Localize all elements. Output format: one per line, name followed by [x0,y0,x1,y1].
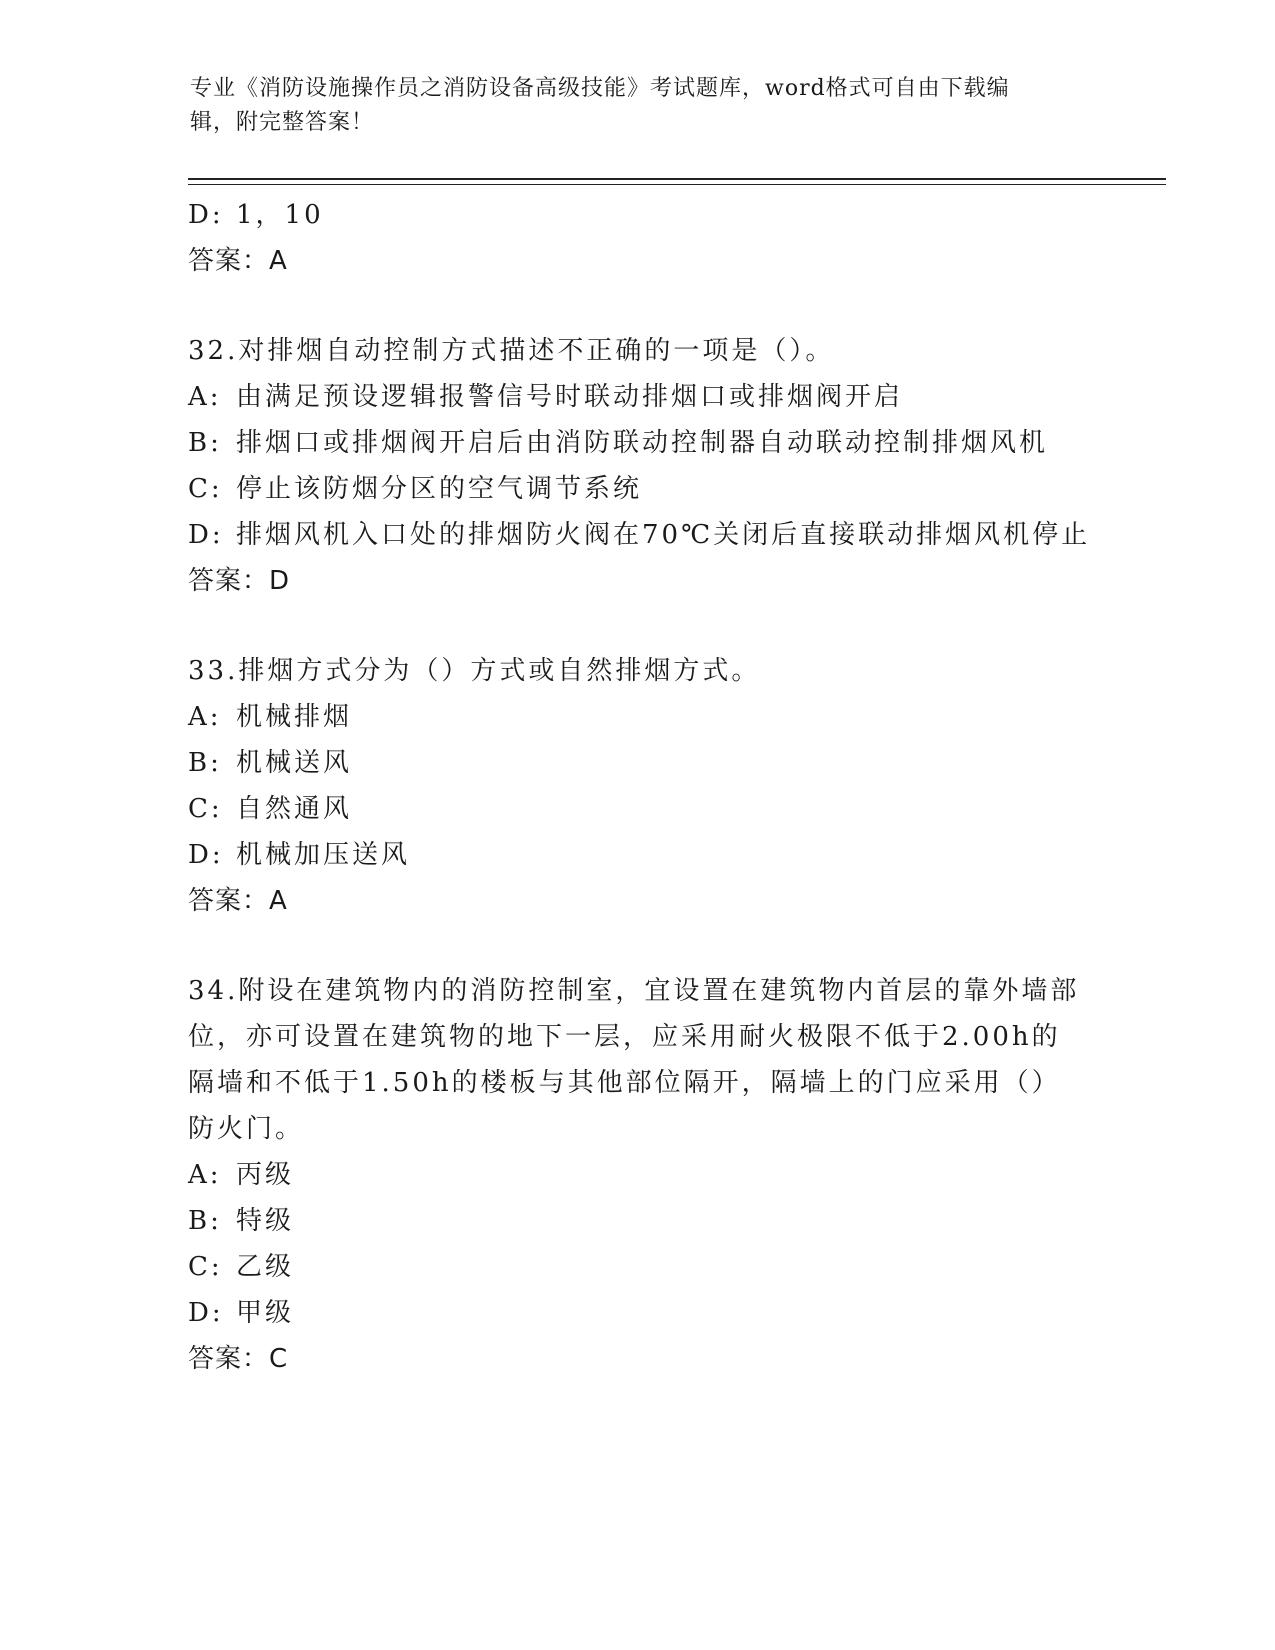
option-text: 机械排烟 [236,702,353,732]
option-prefix: C: [188,794,223,824]
answer-line: 答案：A [188,246,288,276]
option-b [188,1198,1088,1244]
question-stem: 33.排烟方式分为（）方式或自然排烟方式。 [188,656,761,686]
option-prefix: B: [188,428,222,458]
question-stem-line: 34.附设在建筑物内的消防控制室，宜设置在建筑物内首层的靠外墙部 [188,976,1080,1006]
question-stem-line: 隔墙和不低于1.50h的楼板与其他部位隔开，隔墙上的门应采用（） [188,1068,1061,1098]
option-text: 机械送风 [236,748,353,778]
question-stem-line: 位，亦可设置在建筑物的地下一层，应采用耐火极限不低于2.00h的 [188,1022,1061,1052]
option-text: 机械加压送风 [236,840,411,870]
option-prefix: C: [188,474,223,504]
option-prefix: D: [188,1298,224,1328]
option-prefix: D: [188,200,224,230]
option-text: 乙级 [236,1252,295,1282]
option-text: 排烟口或排烟阀开启后由消防联动控制器自动联动控制排烟风机 [236,428,1049,458]
option-text: 甲级 [236,1298,295,1328]
option-prefix: D: [188,520,224,550]
answer-line: 答案：C [188,1344,289,1374]
option-a [188,694,1088,740]
option-text: 自然通风 [236,794,353,824]
option-a [188,374,1088,420]
option-text: 1，10 [236,200,324,230]
option-c [188,786,1088,832]
header-divider-top [188,178,1166,180]
option-c [188,466,1088,512]
header-divider-bottom [188,184,1166,185]
option-d [188,512,1091,558]
option-d [188,1290,1088,1336]
option-prefix: A: [188,1160,222,1190]
option-b [188,420,1088,466]
header-line-1: 专业《消防设施操作员之消防设备高级技能》考试题库，word格式可自由下载编 [190,76,1010,101]
option-text: 丙级 [236,1160,295,1190]
option-d [188,832,1088,878]
answer-line: 答案：A [188,886,288,916]
option-d [188,192,1088,238]
answer-line: 答案：D [188,566,291,596]
option-prefix: B: [188,1206,222,1236]
option-prefix: A: [188,382,222,412]
option-text: 排烟风机入口处的排烟防火阀在70℃关闭后直接联动排烟风机停止 [236,520,1091,550]
option-c [188,1244,1088,1290]
question-stem [188,968,1088,1152]
header-line-2: 辑，附完整答案！ [190,110,375,135]
question-stem-line: 防火门。 [188,1114,305,1144]
option-prefix: B: [188,748,222,778]
option-prefix: A: [188,702,222,732]
question-stem: 32.对排烟自动控制方式描述不正确的一项是（）。 [188,336,835,366]
option-b [188,740,1088,786]
option-text: 停止该防烟分区的空气调节系统 [236,474,643,504]
option-prefix: D: [188,840,224,870]
option-a [188,1152,1088,1198]
option-text: 特级 [236,1206,295,1236]
question-list [188,192,1091,1382]
option-text: 由满足预设逻辑报警信号时联动排烟口或排烟阀开启 [236,382,904,412]
document-header [190,72,1090,140]
option-prefix: C: [188,1252,223,1282]
